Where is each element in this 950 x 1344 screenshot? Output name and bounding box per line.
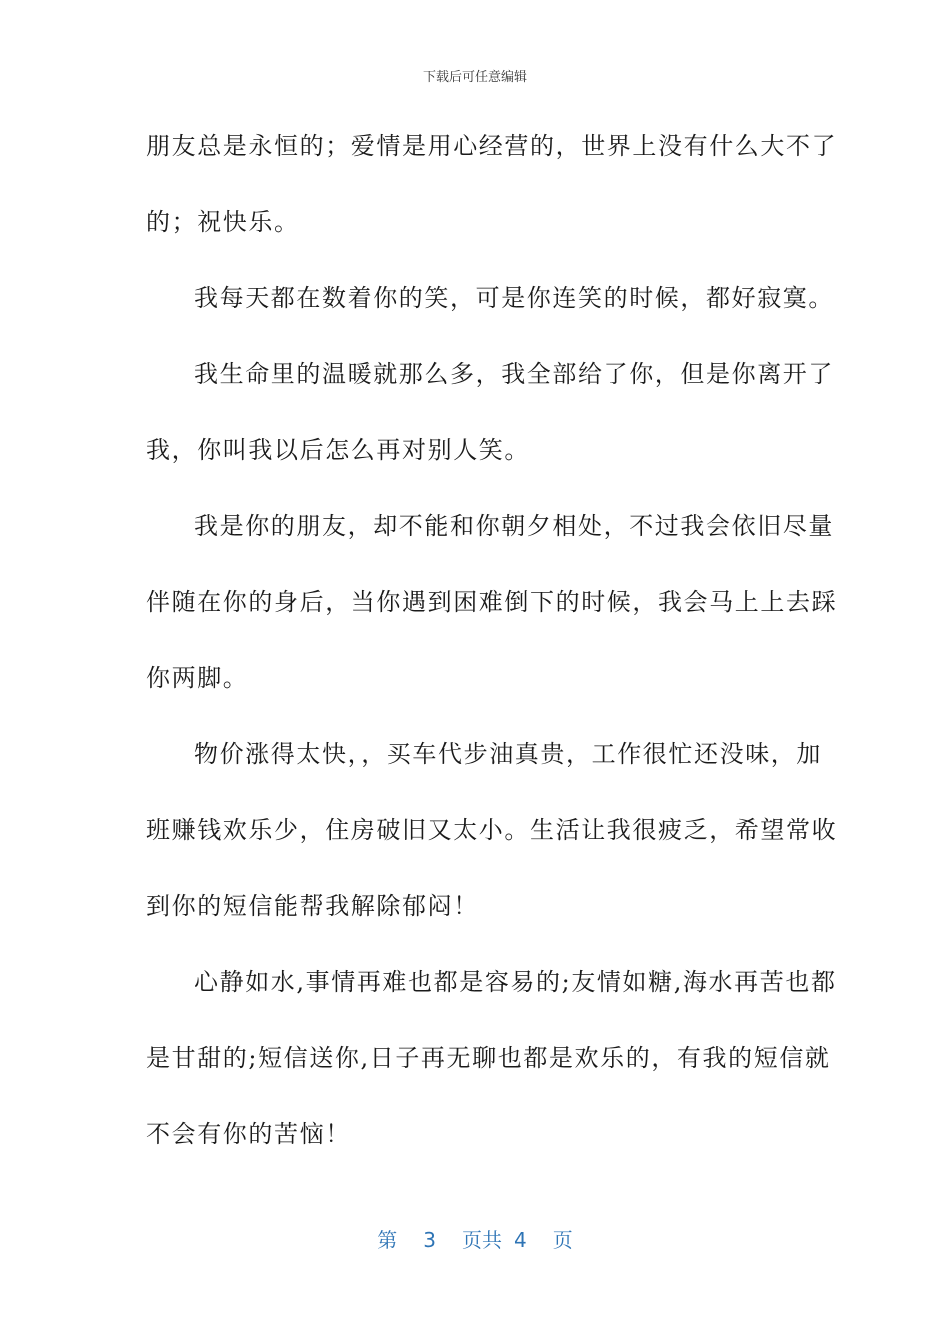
text-line: 我，你叫我以后怎么再对别人笑。 bbox=[146, 436, 530, 464]
text-line: 到你的短信能帮我解除郁闷！ bbox=[146, 892, 479, 920]
footer-total-pages: 4 bbox=[514, 1228, 527, 1252]
text-line: 不会有你的苦恼！ bbox=[146, 1120, 351, 1148]
footer-prefix: 第 bbox=[377, 1228, 398, 1252]
text-line: 的；祝快乐。 bbox=[146, 208, 300, 236]
text-line: 你两脚。 bbox=[146, 664, 249, 692]
footer-page-number: 3 bbox=[423, 1228, 436, 1252]
page-footer bbox=[0, 1224, 950, 1253]
text-line: 班赚钱欢乐少，住房破旧又太小。生活让我很疲乏，希望常收 bbox=[146, 816, 838, 844]
paragraph-first-line: 心静如水,事情再难也都是容易的;友情如糖,海水再苦也都 bbox=[194, 968, 837, 996]
page-header: 下载后可任意编辑 bbox=[422, 70, 527, 85]
document-body bbox=[146, 120, 838, 1184]
paragraph-first-line: 物价涨得太快，，买车代步油真贵，工作很忙还没味，加 bbox=[194, 740, 822, 768]
paragraph-first-line: 我每天都在数着你的笑，可是你连笑的时候，都好寂寞。 bbox=[194, 284, 834, 312]
footer-suffix: 页 bbox=[552, 1228, 573, 1252]
text-line: 朋友总是永恒的；爱情是用心经营的，世界上没有什么大不了 bbox=[146, 132, 838, 160]
paragraph-first-line: 我是你的朋友，却不能和你朝夕相处，不过我会依旧尽量 bbox=[194, 512, 834, 540]
footer-middle: 页共 bbox=[462, 1228, 502, 1252]
text-line: 伴随在你的身后，当你遇到困难倒下的时候，我会马上上去踩 bbox=[146, 588, 838, 616]
paragraph-first-line: 我生命里的温暖就那么多，我全部给了你，但是你离开了 bbox=[194, 360, 834, 388]
text-line: 是甘甜的;短信送你,日子再无聊也都是欢乐的，有我的短信就 bbox=[146, 1044, 831, 1072]
